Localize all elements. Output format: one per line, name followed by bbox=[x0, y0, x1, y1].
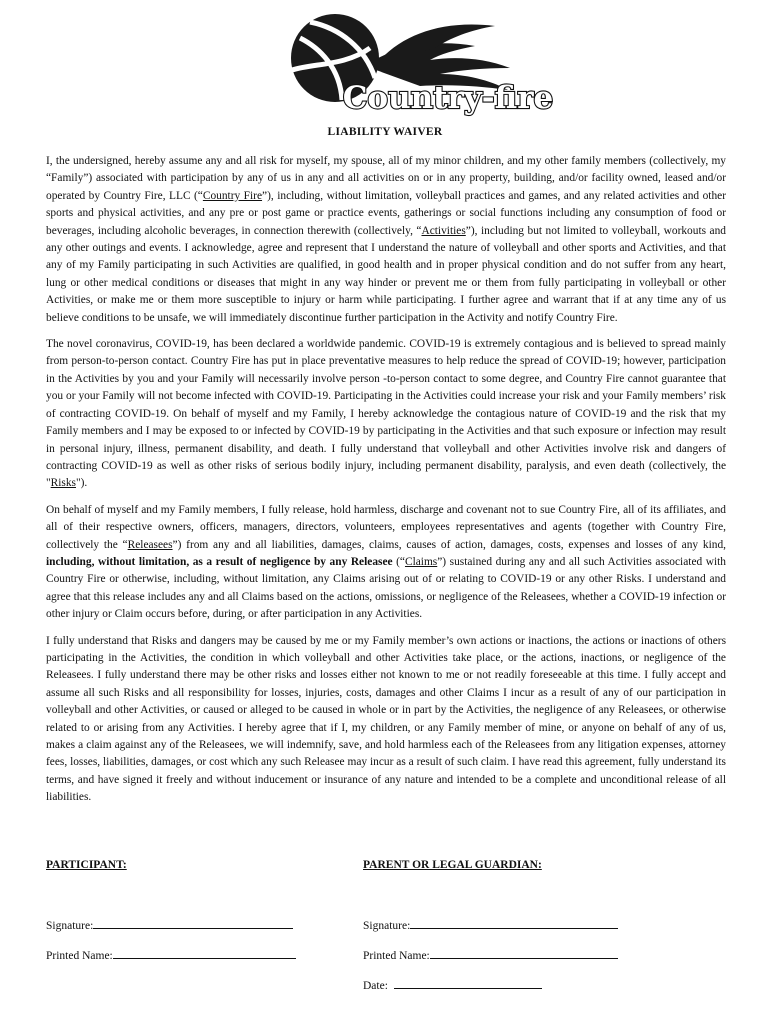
participant-signature-row bbox=[46, 920, 293, 932]
waiver-body bbox=[46, 153, 726, 816]
participant-heading: PARTICIPANT: bbox=[46, 859, 127, 871]
logo-text: Country-fire bbox=[342, 80, 554, 116]
document-title: LIABILITY WAIVER bbox=[327, 126, 443, 138]
guardian-signature-label: Signature: bbox=[363, 920, 411, 932]
country-fire-logo bbox=[270, 8, 554, 120]
participant-printed-name-label: Printed Name: bbox=[46, 950, 113, 962]
guardian-signature-row bbox=[363, 920, 618, 932]
guardian-date-row bbox=[363, 980, 542, 992]
paragraph-release: On behalf of myself and my Family members, I fully release, hold harmless, discharge and covenant not to sue Country Fire, all of its affiliates, and all of their respective owners, officers, managers, directors, volunteers, employees representatives and agents (together with Country Fire, collectively the “Releasees”) from any and all liabilities, damages, claims, causes of action, damages, costs, expenses and losses of any kind, including, without limitation, as a result of negligence by any Releasee (“Claims”) sustained during any and all such Activities associated with Country Fire or otherwise, including, without limitation, any Claims arising out of or relating to COVID-19 or any other Risks. I understand and agree that this release includes any and all Claims based on the actions, omissions, or negligence of the Releasees, whether a COVID-19 infection or other injury or Claim occurs before, during, or after participation in any Activities. bbox=[46, 503, 726, 621]
guardian-printed-name-row bbox=[363, 950, 618, 962]
guardian-heading: PARENT OR LEGAL GUARDIAN: bbox=[363, 859, 542, 871]
guardian-printed-name-field[interactable] bbox=[430, 957, 618, 959]
paragraph-covid: The novel coronavirus, COVID-19, has been declared a worldwide pandemic. COVID-19 is extremely contagious and is believed to spread mainly from person-to-person contact. Country Fire has put in place preventative measures to help reduce the spread of COVID-19; however, participation in the Activities by you and your Family will necessarily involve person -to-person contact to some degree, and Country Fire cannot guarantee that you or your Family will not become infected with COVID-19. Participating in the Activities could increase your risk and your Family members’ risk of contracting COVID-19. On behalf of myself and my Family, I hereby acknowledge the contagious nature of COVID-19 and the risk that my Family members and I may be exposed to or infected by COVID-19 by participating in the Activities and that such exposure or infection may result in personal injury, illness, permanent disability, and death. I fully understand that volleyball and other Activities involve risk and dangers of contracting COVID-19 as well as other risks of serious bodily injury, including permanent disability, paralysis, and even death (collectively, the "Risks"). bbox=[46, 338, 726, 490]
guardian-signature-field[interactable] bbox=[410, 927, 618, 929]
guardian-date-label: Date: bbox=[363, 980, 388, 992]
guardian-printed-name-label: Printed Name: bbox=[363, 950, 430, 962]
participant-signature-field[interactable] bbox=[93, 927, 293, 929]
paragraph-indemnity: I fully understand that Risks and dangers may be caused by me or my Family member’s own actions or inactions, the actions or inactions of others participating in the Activities, the condition in which volleyball and other Activities take place, or the actions, inactions, or negligence of the Releasees. I fully understand there may be other risks and losses either not known to me or not readily foreseeable at this time. I fully accept and assume all such Risks and all responsibility for losses, injuries, costs, damages and other Claims I incur as a result of any of our participation in volleyball and other Activities, or caused or alleged to be caused in whole or in part by the Activities, the negligence of any Releasees, or otherwise related to or arising from any Activities. I hereby agree that if I, my children, or any Family member of mine, or anyone on behalf of any of us, makes a claim against any of the Releasees, we will indemnify, save, and hold harmless each of the Releasees from any litigation expenses, attorney fees, losses, liabilities, damages, or cost which any such Releasee may incur as a result of such claim. I have read this agreement, fully understand its terms, and have signed it freely and without inducement or insurance of any nature and intended to be a complete and unconditional release of all liabilities. bbox=[46, 634, 726, 804]
guardian-date-field[interactable] bbox=[394, 987, 542, 989]
participant-signature-label: Signature: bbox=[46, 920, 94, 932]
participant-printed-name-field[interactable] bbox=[113, 957, 296, 959]
participant-printed-name-row bbox=[46, 950, 296, 962]
paragraph-assumption-of-risk: I, the undersigned, hereby assume any and all risk for myself, my spouse, all of my minor children, and my other family members (collectively, my “Family”) associated with participation by any of us in any and all activities on or in any property, building, and/or facility owned, leased and/or operated by Country Fire, LLC (“Country Fire”), including, without limitation, volleyball practices and games, and any related activities and other sports and physical activities, and any pre or post game or practice events, gatherings or social functions including any consumption of food or beverages, including alcoholic beverages, in connection therewith (collectively, “Activities”), including but not limited to volleyball, workouts and any other outings and events. I acknowledge, agree and represent that I understand the nature of volleyball and other sports and Activities, and that any of my Family participating in such Activities are qualified, in good health and in proper physical condition and do not suffer from any heart, lung or other medical conditions or diseases that might in any way hinder or prevent me or them from fully participating in volleyball or other Activities, or make me or them more susceptible to injury or harm while participating. I further agree and warrant that if at any time any of us believe conditions to be unsafe, we will immediately discontinue further participation in the Activity and notify Country Fire. bbox=[46, 155, 726, 324]
